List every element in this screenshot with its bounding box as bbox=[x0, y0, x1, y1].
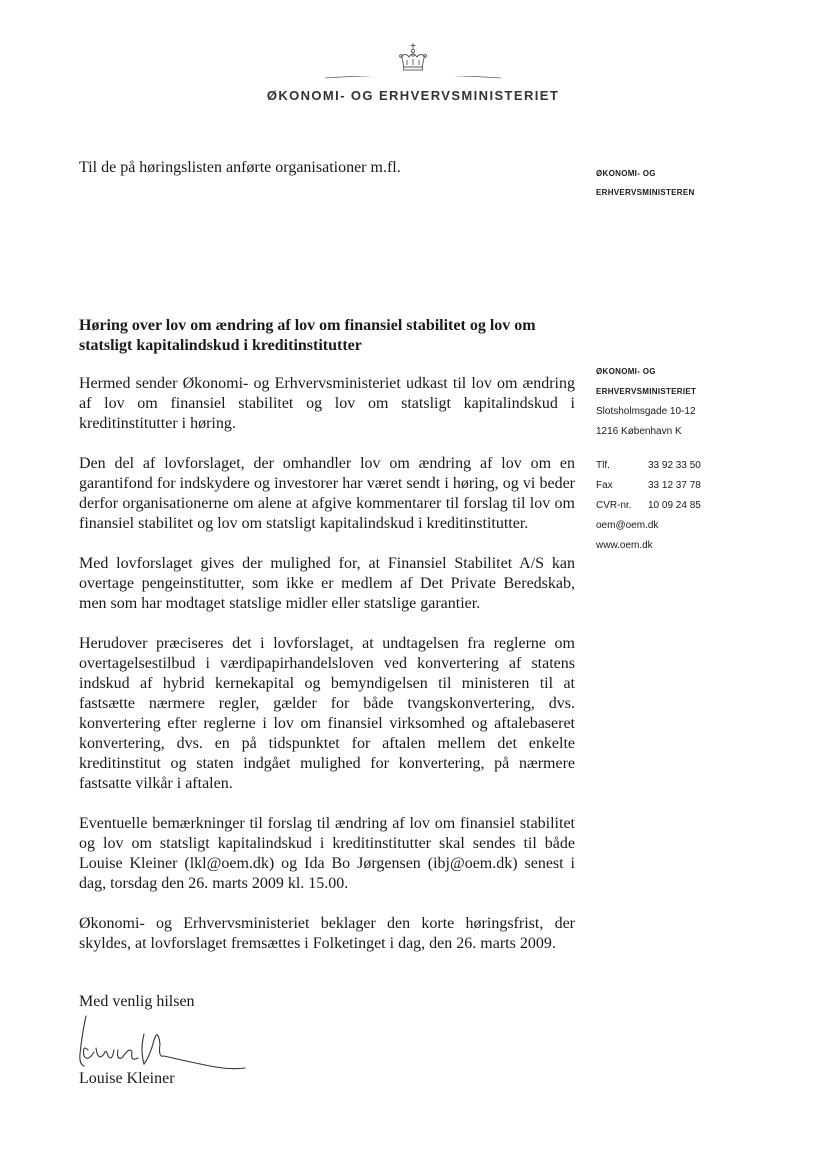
contact-email: oem@oem.dk bbox=[596, 520, 659, 531]
letterhead bbox=[0, 38, 826, 108]
letter-subject: Høring over lov om ændring af lov om finansiel stabilitet og lov om statsligt kapitalindskud i kreditinstitutter bbox=[79, 317, 536, 354]
sender-line-1: ØKONOMI- OG bbox=[596, 169, 656, 178]
fax-value: 33 12 37 78 bbox=[648, 480, 701, 491]
crown-logo-icon bbox=[395, 42, 431, 76]
body-paragraph-4: Herudover præciseres det i lovforslaget, at undtagelsen fra reglerne om overtagelsestilbud i værdipapirhandelsloven ved konvertering af statens indskud af hybrid kernekapital og bemyndigelsen til ministeren til at fastsætte nærmere regler, gælder for både tvangskonvertering, dvs. konvertering efter reglerne i lov om finansiel virksomhed og aftalebaseret konvertering, dvs. en på tidspunktet for aftalen mellem det enkelte kreditinstitut og staten indgået mulighed for konvertering, på nærmere fastsatte vilkår i aftalen. bbox=[79, 635, 575, 792]
contact-org-line-1: ØKONOMI- OG bbox=[596, 367, 656, 376]
contact-fax-row bbox=[596, 476, 796, 496]
signer-name: Louise Kleiner bbox=[79, 1070, 175, 1087]
contact-street: Slotsholmsgade 10-12 bbox=[596, 406, 696, 417]
contact-web: www.oem.dk bbox=[596, 540, 653, 551]
body-paragraph-1: Hermed sender Økonomi- og Erhvervsministeriet udkast til lov om ændring af lov om finansiel stabilitet og lov om statsligt kapitalindskud i kreditinstitutter i høring. bbox=[79, 375, 575, 432]
sender-line-2: ERHVERVSMINISTEREN bbox=[596, 188, 695, 197]
contact-cvr-row bbox=[596, 496, 796, 516]
contact-phone-row bbox=[596, 456, 796, 476]
sender-block bbox=[596, 164, 695, 202]
ministry-name: ØKONOMI- OG ERHVERVSMINISTERIET bbox=[266, 88, 560, 103]
contact-city: 1216 København K bbox=[596, 426, 682, 437]
contact-spacer bbox=[596, 442, 796, 456]
body-paragraph-2: Den del af lovforslaget, der omhandler lov om ændring af lov om en garantifond for indskydere og investorer har været sendt i høring, og vi beder derfor organisationerne om alene at afgive kommentarer til forslag til lov om finansiel stabilitet og lov om statsligt kapitalindskud i kreditinstitutter. bbox=[79, 455, 575, 532]
contact-block bbox=[596, 362, 796, 556]
fax-label: Fax bbox=[596, 480, 613, 491]
recipient-line: Til de på høringslisten anførte organisationer m.fl. bbox=[79, 159, 401, 176]
letter-body bbox=[79, 374, 575, 974]
phone-value: 33 92 33 50 bbox=[648, 460, 701, 471]
phone-label: Tlf. bbox=[596, 460, 610, 471]
body-paragraph-6: Økonomi- og Erhvervsministeriet beklager den korte høringsfrist, der skyldes, at lovforslaget fremsættes i Folketinget i dag, den 26. marts 2009. bbox=[79, 915, 575, 952]
contact-org-line-2: ERHVERVSMINISTERIET bbox=[596, 387, 697, 396]
body-paragraph-3: Med lovforslaget gives der mulighed for, at Finansiel Stabilitet A/S kan overtage pengeinstitutter, som ikke er medlem af Det Private Beredskab, men som har modtaget statslige midler eller statslige garantier. bbox=[79, 555, 575, 612]
body-paragraph-5: Eventuelle bemærkninger til forslag til ændring af lov om finansiel stabilitet og lov om statsligt kapitalindskud i kreditinstitutter skal sendes til både Louise Kleiner (lkl@oem.dk) og Ida Bo Jørgensen (ibj@oem.dk) senest i dag, torsdag den 26. marts 2009 kl. 15.00. bbox=[79, 815, 575, 892]
closing-greeting: Med venlig hilsen bbox=[79, 993, 195, 1010]
cvr-value: 10 09 24 85 bbox=[648, 500, 701, 511]
cvr-label: CVR-nr. bbox=[596, 500, 632, 511]
